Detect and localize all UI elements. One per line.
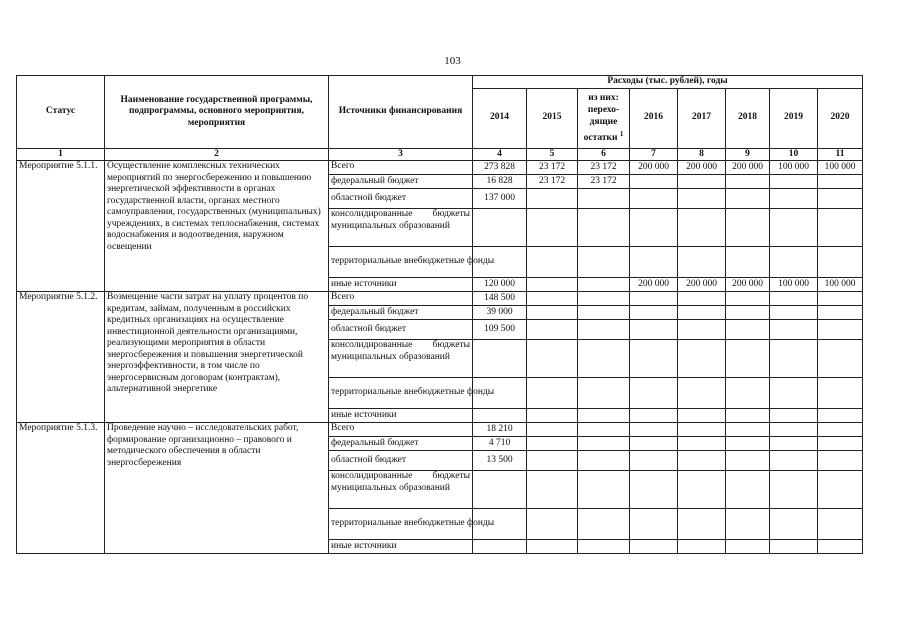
expense-value [678,471,726,509]
expense-value [678,247,726,278]
expense-value: 148 500 [473,292,527,306]
expense-value: 39 000 [473,306,527,320]
expense-value [818,409,863,423]
expense-value [527,423,578,437]
expense-value [578,340,630,378]
expense-value [818,320,863,340]
expense-value [630,189,678,209]
expense-value [678,509,726,540]
expense-value: 200 000 [726,161,770,175]
expense-value [578,451,630,471]
expense-value: 18 210 [473,423,527,437]
expense-value [726,209,770,247]
header-carryover [578,88,630,148]
expense-value [726,189,770,209]
expense-value [678,540,726,554]
expense-value [770,378,818,409]
measure-status: Мероприятие 5.1.2. [17,292,105,423]
expense-value [770,292,818,306]
column-number: 10 [770,148,818,161]
financing-source: федеральный бюджет [329,175,473,189]
expense-value [578,320,630,340]
expense-value [818,378,863,409]
expense-value [770,189,818,209]
expense-value [678,209,726,247]
column-number: 5 [527,148,578,161]
header-year-2020: 2020 [818,88,863,148]
expense-value [818,247,863,278]
measure-name: Проведение научно – исследовательских работ, формирование организационно – правового и методического обеспечения в области энергосбережения [105,423,329,554]
column-number-row [17,148,863,161]
expense-value [770,209,818,247]
expense-value [726,378,770,409]
expense-value [630,509,678,540]
expense-value: 16 828 [473,175,527,189]
expense-value: 273 828 [473,161,527,175]
expenses-table [16,75,863,554]
expense-value [527,540,578,554]
expense-value [726,175,770,189]
carryover-line-4: остатки [583,133,618,144]
expense-value: 100 000 [818,161,863,175]
expense-value [578,306,630,320]
expense-value [527,306,578,320]
expense-value [678,409,726,423]
expense-value [630,437,678,451]
expense-value [678,306,726,320]
expense-value [678,340,726,378]
column-number: 3 [329,148,473,161]
expense-value [578,278,630,292]
expense-value [770,509,818,540]
expense-value [726,409,770,423]
column-number: 8 [678,148,726,161]
expense-value [578,189,630,209]
expense-value [527,451,578,471]
expense-value [527,189,578,209]
expense-value [527,320,578,340]
expense-value: 4 710 [473,437,527,451]
header-year-2017: 2017 [678,88,726,148]
financing-source: Всего [329,161,473,175]
expense-value [527,292,578,306]
table-row [17,423,863,437]
carryover-line-3: дящие [589,116,618,127]
expense-value [726,340,770,378]
expense-value [527,247,578,278]
financing-source: областной бюджет [329,320,473,340]
expense-value [818,175,863,189]
expense-value [770,471,818,509]
expense-value [770,340,818,378]
expense-value [578,378,630,409]
financing-source: консолидированные бюджеты муниципальных образований [329,471,473,509]
financing-source: иные источники [329,540,473,554]
expense-value [630,540,678,554]
financing-source: территориальные внебюджетные фонды [329,378,473,409]
expense-value [770,540,818,554]
expense-value [818,340,863,378]
expense-value: 23 172 [527,175,578,189]
expense-value [818,189,863,209]
expense-value: 13 500 [473,451,527,471]
financing-source: иные источники [329,278,473,292]
expense-value [770,306,818,320]
expense-value [678,320,726,340]
expense-value [527,437,578,451]
expense-value [527,278,578,292]
expense-value [578,471,630,509]
financing-source: территориальные внебюджетные фонды [329,247,473,278]
column-number: 7 [630,148,678,161]
expense-value [726,540,770,554]
header-status: Статус [17,76,105,149]
expense-value [527,378,578,409]
expense-value [578,509,630,540]
expense-value [527,409,578,423]
expense-value [678,451,726,471]
column-number: 1 [17,148,105,161]
expense-value [578,540,630,554]
expense-value: 23 172 [578,175,630,189]
header-expenses: Расходы (тыс. рублей), годы [473,76,863,89]
header-year-2014: 2014 [473,88,527,148]
expense-value [726,292,770,306]
expense-value [630,292,678,306]
expense-value [678,423,726,437]
header-year-2018: 2018 [726,88,770,148]
expense-value [770,451,818,471]
expense-value [630,471,678,509]
financing-source: Всего [329,292,473,306]
expense-value [678,292,726,306]
expense-value [678,175,726,189]
expense-value [770,437,818,451]
financing-source: консолидированные бюджеты муниципальных образований [329,340,473,378]
expense-value [630,306,678,320]
expense-value: 137 000 [473,189,527,209]
column-number: 4 [473,148,527,161]
expense-value [818,209,863,247]
expense-value: 109 500 [473,320,527,340]
expense-value [770,423,818,437]
expense-value: 200 000 [678,278,726,292]
expense-value [818,540,863,554]
expense-value [770,320,818,340]
expense-value [630,209,678,247]
column-number: 11 [818,148,863,161]
expense-value [630,409,678,423]
expense-value: 200 000 [726,278,770,292]
financing-source: областной бюджет [329,451,473,471]
expense-value [726,437,770,451]
measure-status: Мероприятие 5.1.1. [17,161,105,292]
expense-value: 200 000 [630,161,678,175]
expense-value [770,175,818,189]
expense-value [770,409,818,423]
expense-value: 200 000 [630,278,678,292]
carryover-line-2: перехо- [587,104,620,115]
expense-value [630,175,678,189]
header-year-2019: 2019 [770,88,818,148]
expense-value [726,423,770,437]
expense-value [473,409,527,423]
measure-name: Осуществление комплексных технических мероприятий по энергосбережению и повышению энергетической эффективности в органах государственной власти, органах местного самоуправления, государственных (муниципальных) учреждениях, в системах теплоснабжения, системах водоснабжения и водоотведения, наружном освещении [105,161,329,292]
expense-value [473,340,527,378]
expense-value [527,471,578,509]
financing-source: областной бюджет [329,189,473,209]
expense-value [818,423,863,437]
expense-value [630,451,678,471]
expense-value [726,471,770,509]
expense-value [818,471,863,509]
expense-value [630,247,678,278]
expense-value: 200 000 [678,161,726,175]
expense-value [473,540,527,554]
expense-value [678,437,726,451]
expense-value [726,320,770,340]
expense-value [726,451,770,471]
expense-value [726,306,770,320]
expense-value [818,292,863,306]
column-number: 6 [578,148,630,161]
expense-value: 100 000 [770,278,818,292]
financing-source: Всего [329,423,473,437]
table-row [17,161,863,175]
expense-value [818,451,863,471]
financing-source: иные источники [329,409,473,423]
expense-value [630,378,678,409]
expense-value [818,509,863,540]
expense-value [473,471,527,509]
expense-value [818,437,863,451]
header-year-2015: 2015 [527,88,578,148]
expense-value [578,423,630,437]
expense-value [630,320,678,340]
financing-source: консолидированные бюджеты муниципальных образований [329,209,473,247]
financing-source: территориальные внебюджетные фонды [329,509,473,540]
expense-value: 23 172 [527,161,578,175]
column-number: 9 [726,148,770,161]
expense-value [678,189,726,209]
expense-value [578,437,630,451]
expense-value [578,247,630,278]
expense-value: 100 000 [770,161,818,175]
expense-value [527,209,578,247]
expense-value [578,409,630,423]
expense-value [578,209,630,247]
header-sources: Источники финансирования [329,76,473,149]
expense-value [473,209,527,247]
expense-value [678,378,726,409]
expense-value [527,509,578,540]
column-number: 2 [105,148,329,161]
financing-source: федеральный бюджет [329,306,473,320]
header-year-2016: 2016 [630,88,678,148]
header-name: Наименование государственной программы, подпрограммы, основного мероприятия, мероприятия [105,76,329,149]
expense-value: 120 000 [473,278,527,292]
expense-value [578,292,630,306]
expense-value: 23 172 [578,161,630,175]
expense-value [818,306,863,320]
expense-value [726,247,770,278]
measure-status: Мероприятие 5.1.3. [17,423,105,554]
page-number: 103 [444,55,461,67]
expense-value [770,247,818,278]
expense-value [630,340,678,378]
expense-value [726,509,770,540]
carryover-line-1: из них: [588,92,619,103]
expense-value [630,423,678,437]
table-row [17,292,863,306]
expense-value: 100 000 [818,278,863,292]
expense-value [527,340,578,378]
measure-name: Возмещение части затрат на уплату процентов по кредитам, займам, полученным в российских кредитных организациях на осуществление инвестиционной деятельности организациями, реализующими мероприятия в области энергосбережения и повышения энергетической энергоэффективности, в том числе по энергосервисным договорам (контрактам), альтернативной энергетике [105,292,329,423]
footnote-marker: 1 [619,129,624,138]
financing-source: федеральный бюджет [329,437,473,451]
